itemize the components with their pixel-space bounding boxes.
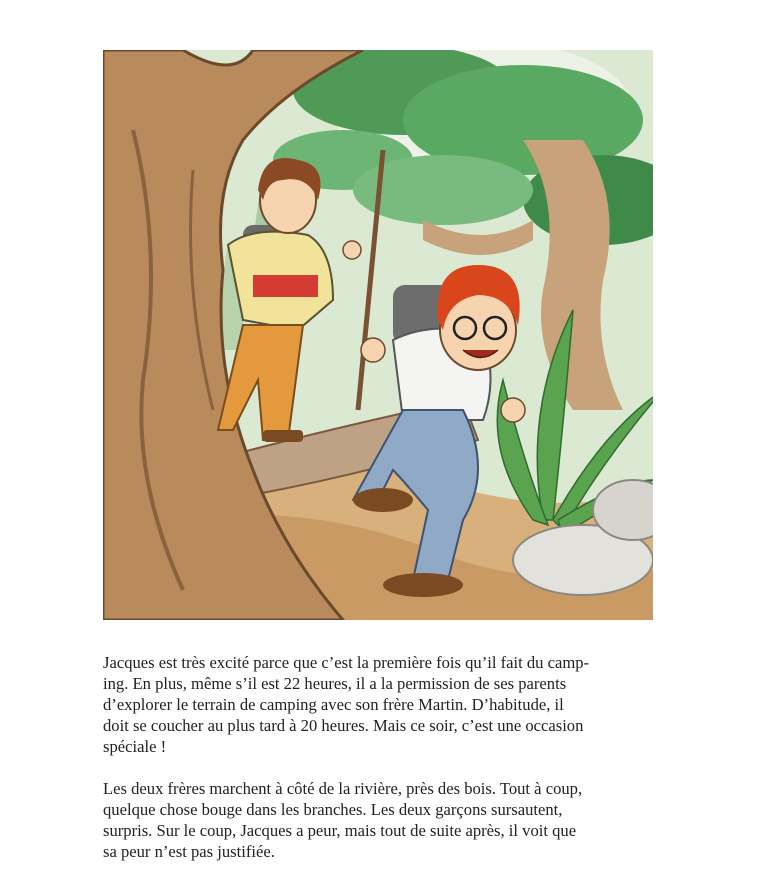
story-illustration — [103, 50, 653, 620]
story-paragraph: Jacques est très excité parce que c’est la première fois qu’il fait du camp- ing. En plus, même s’il est 22 heures, il a la permission de ses parents d’explorer le terrain de camping avec son frère Martin. D’habitude, il doit se coucher au plus tard à 20 heures. Mais ce soir, c’est une occasion spéciale ! — [103, 653, 590, 756]
story-paragraph: Les deux frères marchent à côté de la rivière, près des bois. Tout à coup, quelque chose bouge dans les branches. Les deux garçons sursautent, surpris. Sur le coup, Jacques a peur, mais tout de suite après, il voit que sa peur n’est pas justifiée. — [103, 779, 583, 861]
story-text — [103, 652, 655, 883]
